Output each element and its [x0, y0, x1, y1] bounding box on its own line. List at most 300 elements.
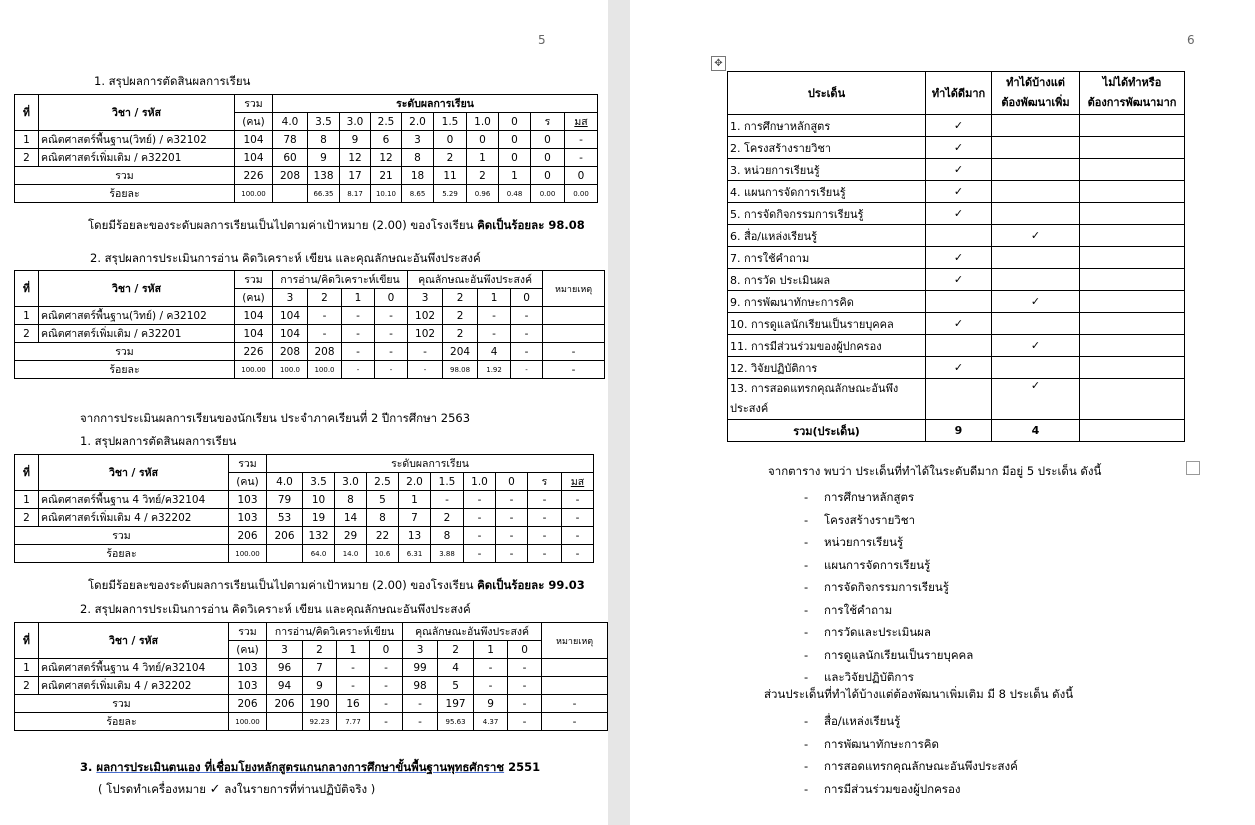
value-cell: 2: [467, 167, 499, 185]
empty-cell: [1080, 137, 1185, 159]
dash-bullet: -: [804, 759, 809, 773]
header-none: [1080, 72, 1185, 115]
list-item-text: และวิจัยปฏิบัติการ: [824, 670, 914, 684]
value-cell: -: [511, 343, 543, 361]
row-no: 1: [15, 307, 39, 325]
value-cell: 0: [565, 167, 598, 185]
value-cell: 2: [443, 307, 478, 325]
table-row: [15, 659, 608, 677]
note-cell: -: [542, 713, 608, 731]
value-cell: -: [474, 659, 508, 677]
header-unit: (คน): [229, 473, 267, 491]
section-title: 2. สรุปผลการประเมินการอ่าน คิดวิเคราะห์ เขียน และคุณลักษณะอันพึงประสงค์: [80, 602, 471, 616]
value-cell: 16: [337, 695, 370, 713]
dash-bullet: -: [804, 670, 809, 684]
dash-bullet: -: [804, 781, 809, 796]
empty-cell: [1080, 335, 1185, 357]
score-cell: 0: [370, 641, 403, 659]
score-cell: 1: [474, 641, 508, 659]
grade-cell: 1.0: [464, 473, 496, 491]
value-cell: -: [337, 677, 370, 695]
value-cell: 0.00: [531, 185, 565, 203]
grade-cell: 4.0: [267, 473, 303, 491]
row-total: 103: [229, 509, 267, 527]
value-cell: 11: [434, 167, 467, 185]
percent-row: [15, 713, 608, 731]
value-cell: -: [431, 491, 464, 509]
value-cell: -: [511, 361, 543, 379]
header-subject: วิชา / รหัส: [39, 271, 235, 307]
value-cell: 14: [335, 509, 367, 527]
value-cell: 94: [267, 677, 303, 695]
row-issue: [728, 379, 926, 420]
sum-label: รวม: [15, 343, 235, 361]
grade-cell: 1.5: [431, 473, 464, 491]
grade-cell: มส: [562, 473, 594, 491]
empty-cell: [992, 115, 1080, 137]
value-cell: -: [370, 713, 403, 731]
instruction-start: ( โปรดทำเครื่องหมาย: [98, 782, 206, 796]
value-cell: 100.0: [273, 361, 308, 379]
table-row: [728, 379, 1185, 420]
value-cell: -: [478, 307, 511, 325]
score-cell: 2: [303, 641, 337, 659]
check-icon: ✓: [926, 181, 992, 203]
table-row: [15, 131, 598, 149]
value-cell: -: [308, 325, 342, 343]
header-no: ที่: [15, 455, 39, 491]
note-cell: [543, 325, 605, 343]
value-cell: 4: [478, 343, 511, 361]
value-cell: -: [508, 659, 542, 677]
header-some: [992, 72, 1080, 115]
header-subject: วิชา / รหัส: [39, 455, 229, 491]
value-cell: 0: [531, 149, 565, 167]
note-bold: คิดเป็นร้อยละ 99.03: [477, 578, 585, 592]
empty-cell: [926, 225, 992, 247]
dash-bullet: -: [804, 512, 809, 527]
page-6: [630, 0, 1255, 825]
header-some-line1: ทำได้บ้างแต่: [1006, 76, 1065, 89]
value-cell: 8: [402, 149, 434, 167]
section-title: [80, 759, 540, 777]
row-no: 2: [15, 677, 39, 695]
list-item: [804, 621, 973, 644]
value-cell: -: [562, 545, 594, 563]
value-cell: 19: [303, 509, 335, 527]
empty-cell: [1080, 159, 1185, 181]
value-cell: 1: [399, 491, 431, 509]
dash-bullet: -: [804, 490, 809, 504]
table-row: [15, 509, 594, 527]
header-good: ทำได้ดีมาก: [926, 72, 992, 115]
value-cell: 197: [438, 695, 474, 713]
value-cell: 3: [402, 131, 434, 149]
list-item-text: การดูแลนักเรียนเป็นรายบุคคล: [824, 647, 974, 662]
grade-cell: 0: [499, 113, 531, 131]
header-reading: การอ่าน/คิดวิเคราะห์เขียน: [267, 623, 403, 641]
table-row: [728, 291, 1185, 313]
header-subject: วิชา / รหัส: [39, 95, 235, 131]
list-item-text: การจัดกิจกรรมการเรียนรู้: [824, 580, 949, 594]
empty-cell: [992, 159, 1080, 181]
percent-label: ร้อยละ: [15, 545, 229, 563]
list-item: [804, 778, 1018, 801]
grade-cell: 2.0: [402, 113, 434, 131]
value-cell: 14.0: [335, 545, 367, 563]
value-cell: 9: [303, 677, 337, 695]
header-issue: ประเด็น: [728, 72, 926, 115]
row-issue: 2. โครงสร้างรายวิชา: [728, 137, 926, 159]
row-issue: 3. หน่วยการเรียนรู้: [728, 159, 926, 181]
table-row: [728, 137, 1185, 159]
value-cell: 10.6: [367, 545, 399, 563]
row-issue: 7. การใช้คำถาม: [728, 247, 926, 269]
percent-total: 100.00: [235, 361, 273, 379]
row-no: 1: [15, 659, 39, 677]
score-cell: 1: [337, 641, 370, 659]
grade-cell: 3.0: [340, 113, 371, 131]
value-cell: -: [370, 677, 403, 695]
value-cell: 1: [467, 149, 499, 167]
percent-total: 100.00: [235, 185, 273, 203]
value-cell: 100.0: [308, 361, 342, 379]
list-item-text: แผนการจัดการเรียนรู้: [824, 557, 931, 572]
value-cell: -: [496, 545, 528, 563]
table-row: [728, 335, 1185, 357]
value-cell: 95.63: [438, 713, 474, 731]
empty-cell: [992, 181, 1080, 203]
grade-cell: 1.5: [434, 113, 467, 131]
empty-cell: [1080, 313, 1185, 335]
empty-cell: [992, 313, 1080, 335]
value-cell: -: [464, 527, 496, 545]
header-reading: การอ่าน/คิดวิเคราะห์เขียน: [273, 271, 408, 289]
grade-cell: 0: [496, 473, 528, 491]
value-cell: -: [528, 491, 562, 509]
grade-cell: 2.5: [367, 473, 399, 491]
value-cell: 98: [403, 677, 438, 695]
self-assessment-table: [727, 71, 1185, 442]
assessment-table-2: [14, 622, 608, 731]
empty-cell: [926, 291, 992, 313]
empty-cell: [1080, 225, 1185, 247]
value-cell: 2: [443, 325, 478, 343]
value-cell: 10.10: [371, 185, 402, 203]
header-unit: (คน): [235, 113, 273, 131]
table-row: [15, 325, 605, 343]
page-number: 5: [538, 33, 546, 47]
value-cell: -: [408, 343, 443, 361]
value-cell: [267, 713, 303, 731]
value-cell: 22: [367, 527, 399, 545]
table-row: [728, 313, 1185, 335]
empty-cell: [926, 335, 992, 357]
empty-cell: [1080, 247, 1185, 269]
sum-some: 4: [992, 420, 1080, 442]
good-cell: [926, 379, 992, 420]
sum-row: [15, 167, 598, 185]
row-issue: 9. การพัฒนาทักษะการคิด: [728, 291, 926, 313]
dash-bullet: -: [804, 602, 809, 617]
row-no: 1: [15, 131, 39, 149]
page-number: 6: [1187, 33, 1195, 47]
table-row: [728, 203, 1185, 225]
check-icon: ✓: [926, 269, 992, 291]
value-cell: -: [342, 325, 375, 343]
assessment-table-1: [14, 270, 605, 379]
value-cell: 99: [403, 659, 438, 677]
row-subject: คณิตศาสตร์เพิ่มเติม 4 / ค32202: [39, 509, 229, 527]
row-no: 2: [15, 509, 39, 527]
value-cell: -: [370, 695, 403, 713]
row-issue: 10. การดูแลนักเรียนเป็นรายบุคคล: [728, 313, 926, 335]
value-cell: 104: [273, 325, 308, 343]
grade-summary-table-2: [14, 454, 594, 563]
row-issue: 11. การมีส่วนร่วมของผู้ปกครอง: [728, 335, 926, 357]
section-title: 1. สรุปผลการตัดสินผลการเรียน: [80, 434, 237, 448]
value-cell: 1.92: [478, 361, 511, 379]
header-no: ที่: [15, 271, 39, 307]
percent-row: [15, 361, 605, 379]
value-cell: 204: [443, 343, 478, 361]
value-cell: 66.35: [308, 185, 340, 203]
list-item-text: การวัดและประเมินผล: [824, 625, 931, 639]
value-cell: 206: [267, 527, 303, 545]
row-subject: คณิตศาสตร์พื้นฐาน 4 วิทย์/ค32104: [39, 659, 229, 677]
value-cell: -: [511, 307, 543, 325]
row-total: 104: [235, 307, 273, 325]
value-cell: -: [375, 361, 408, 379]
grade-cell: 2.5: [371, 113, 402, 131]
value-cell: 53: [267, 509, 303, 527]
percent-row: [15, 185, 598, 203]
header-total: รวม: [235, 95, 273, 113]
list-item-text: การศึกษาหลักสูตร: [824, 490, 915, 504]
empty-cell: [1080, 291, 1185, 313]
sum-total: 206: [229, 695, 267, 713]
value-cell: 8.65: [402, 185, 434, 203]
section-title: 1. สรุปผลการตัดสินผลการเรียน: [94, 74, 251, 88]
value-cell: 0.00: [565, 185, 598, 203]
empty-cell: [1080, 357, 1185, 379]
value-cell: 190: [303, 695, 337, 713]
list-item: [804, 710, 1018, 733]
value-cell: 0: [531, 131, 565, 149]
value-cell: -: [342, 361, 375, 379]
row-total: 104: [235, 325, 273, 343]
row-issue-line2: ประสงค์: [730, 402, 769, 415]
header-subject: วิชา / รหัส: [39, 623, 229, 659]
table-move-handle-icon[interactable]: ✥: [711, 56, 726, 71]
grade-cell: 3.5: [303, 473, 335, 491]
dash-bullet: -: [804, 736, 809, 751]
value-cell: 8: [335, 491, 367, 509]
value-cell: 4: [438, 659, 474, 677]
note-text: โดยมีร้อยละของระดับผลการเรียนเป็นไปตามค่าเป้าหมาย (2.00) ของโรงเรียน: [88, 218, 474, 232]
value-cell: 1: [499, 167, 531, 185]
grade-cell: 3.5: [308, 113, 340, 131]
score-cell: 0: [375, 289, 408, 307]
row-issue: 12. วิจัยปฏิบัติการ: [728, 357, 926, 379]
dash-bullet: -: [804, 557, 809, 572]
grade-cell: 4.0: [273, 113, 308, 131]
empty-cell: [1080, 203, 1185, 225]
value-cell: -: [342, 343, 375, 361]
value-cell: -: [508, 695, 542, 713]
dash-bullet: -: [804, 625, 809, 639]
value-cell: 102: [408, 307, 443, 325]
note-cell: -: [543, 361, 605, 379]
value-cell: 0: [499, 149, 531, 167]
row-subject: คณิตศาสตร์พื้นฐาน 4 วิทย์/ค32104: [39, 491, 229, 509]
check-icon: ✓: [992, 335, 1080, 357]
sum-label: รวม(ประเด็น): [728, 420, 926, 442]
value-cell: -: [375, 343, 408, 361]
note-cell: [543, 307, 605, 325]
value-cell: 0.96: [467, 185, 499, 203]
header-some-line2: ต้องพัฒนาเพิ่ม: [1001, 96, 1070, 109]
table-row: [728, 159, 1185, 181]
value-cell: 0.48: [499, 185, 531, 203]
check-icon: ✓: [926, 203, 992, 225]
check-icon: ✓: [926, 357, 992, 379]
value-cell: 8: [431, 527, 464, 545]
row-total: 103: [229, 677, 267, 695]
percent-label: ร้อยละ: [15, 713, 229, 731]
table-row: [728, 225, 1185, 247]
value-cell: 132: [303, 527, 335, 545]
value-cell: 12: [371, 149, 402, 167]
target-note: [88, 577, 585, 595]
value-cell: 9: [474, 695, 508, 713]
value-cell: 0: [531, 167, 565, 185]
value-cell: 5.29: [434, 185, 467, 203]
header-unit: (คน): [235, 289, 273, 307]
summary-intro: จากตาราง พบว่า ประเด็นที่ทำได้ในระดับดีมาก มีอยู่ 5 ประเด็น ดังนี้: [768, 464, 1102, 478]
value-cell: -: [528, 509, 562, 527]
dash-bullet: -: [804, 535, 809, 549]
paragraph-anchor-icon: [1186, 461, 1200, 475]
header-total: รวม: [235, 271, 273, 289]
grade-cell: ร: [531, 113, 565, 131]
row-total: 103: [229, 491, 267, 509]
note-cell: -: [542, 695, 608, 713]
score-cell: 2: [438, 641, 474, 659]
target-note: [88, 217, 585, 235]
percent-label: ร้อยละ: [15, 185, 235, 203]
table-row: [728, 181, 1185, 203]
header-no: ที่: [15, 95, 39, 131]
header-none-line2: ต้องการพัฒนามาก: [1087, 96, 1177, 109]
sum-row: [15, 343, 605, 361]
note-text: โดยมีร้อยละของระดับผลการเรียนเป็นไปตามค่าเป้าหมาย (2.00) ของโรงเรียน: [88, 578, 474, 592]
empty-cell: [1080, 269, 1185, 291]
list-item: [804, 486, 973, 509]
empty-cell: [992, 203, 1080, 225]
score-cell: 3: [273, 289, 308, 307]
value-cell: 9: [308, 149, 340, 167]
list-item: [804, 644, 973, 667]
section-title-text: ผลการประเมินตนเอง ที่เชื่อมโยงหลักสูตรแกนกลางการศึกษาขั้นพื้นฐานพุทธศักราช: [96, 760, 505, 774]
value-cell: -: [528, 527, 562, 545]
grade-cell: 2.0: [399, 473, 431, 491]
value-cell: 8: [367, 509, 399, 527]
dash-bullet: -: [804, 647, 809, 662]
value-cell: -: [508, 713, 542, 731]
value-cell: -: [403, 695, 438, 713]
grade-cell: 1.0: [467, 113, 499, 131]
row-issue: 6. สื่อ/แหล่งเรียนรู้: [728, 225, 926, 247]
row-issue: 4. แผนการจัดการเรียนรู้: [728, 181, 926, 203]
value-cell: 104: [273, 307, 308, 325]
grade-cell: ร: [528, 473, 562, 491]
sum-total: 206: [229, 527, 267, 545]
sum-none: [1080, 420, 1185, 442]
value-cell: 2: [434, 149, 467, 167]
sum-total: 226: [235, 343, 273, 361]
row-subject: คณิตศาสตร์เพิ่มเติม / ค32201: [39, 149, 235, 167]
list-item-text: สื่อ/แหล่งเรียนรู้: [824, 714, 901, 728]
header-no: ที่: [15, 623, 39, 659]
section-prefix: 3.: [80, 760, 93, 774]
list-item-text: การสอดแทรกคุณลักษณะอันพึงประสงค์: [824, 759, 1018, 773]
check-icon: ✓: [926, 137, 992, 159]
value-cell: -: [508, 677, 542, 695]
row-no: 1: [15, 491, 39, 509]
section-title: 2. สรุปผลการประเมินการอ่าน คิดวิเคราะห์ เขียน และคุณลักษณะอันพึงประสงค์: [90, 251, 481, 265]
row-subject: คณิตศาสตร์เพิ่มเติม 4 / ค32202: [39, 677, 229, 695]
value-cell: 208: [273, 167, 308, 185]
table-row: [15, 307, 605, 325]
row-issue: 5. การจัดกิจกรรมการเรียนรู้: [728, 203, 926, 225]
value-cell: -: [565, 149, 598, 167]
check-icon: ✓: [926, 313, 992, 335]
value-cell: -: [528, 545, 562, 563]
list-item: [804, 599, 973, 622]
row-issue: 8. การวัด ประเมินผล: [728, 269, 926, 291]
check-icon: ✓: [992, 291, 1080, 313]
good-issues-list: [804, 486, 973, 689]
header-levels: ระดับผลการเรียน: [267, 455, 594, 473]
list-item: [804, 576, 973, 599]
score-cell: 1: [478, 289, 511, 307]
value-cell: -: [478, 325, 511, 343]
empty-cell: [992, 137, 1080, 159]
value-cell: 9: [340, 131, 371, 149]
list-item-text: หน่วยการเรียนรู้: [824, 535, 904, 549]
empty-cell: [1080, 115, 1185, 137]
check-icon: ✓: [209, 782, 221, 797]
section-year: 2551: [508, 760, 541, 774]
value-cell: -: [496, 491, 528, 509]
empty-cell: [1080, 181, 1185, 203]
header-note: หมายเหตุ: [542, 623, 608, 659]
header-row: [728, 72, 1185, 115]
row-subject: คณิตศาสตร์เพิ่มเติม / ค32201: [39, 325, 235, 343]
table-row: [728, 115, 1185, 137]
table-row: [15, 491, 594, 509]
row-total: 104: [235, 131, 273, 149]
value-cell: 6.31: [399, 545, 431, 563]
score-cell: 2: [443, 289, 478, 307]
value-cell: -: [464, 491, 496, 509]
value-cell: 208: [308, 343, 342, 361]
table-row: [728, 247, 1185, 269]
improve-intro: ส่วนประเด็นที่ทำได้บ้างแต่ต้องพัฒนาเพิ่มเติม มี 8 ประเด็น ดังนี้: [764, 687, 1074, 701]
value-cell: -: [496, 527, 528, 545]
value-cell: -: [562, 527, 594, 545]
